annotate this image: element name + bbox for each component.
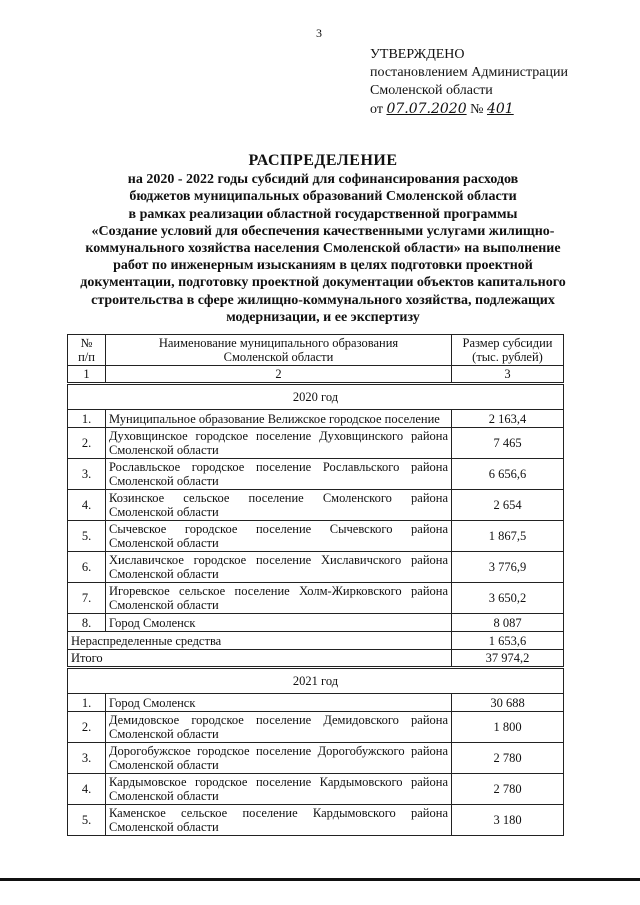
row-number: 4.	[68, 490, 106, 521]
header-num: № п/п	[68, 335, 106, 366]
row-number: 1.	[68, 694, 106, 712]
title-line: на 2020 - 2022 годы субсидий для софинансирования расходов	[127, 172, 519, 188]
row-number: 7.	[68, 583, 106, 614]
unallocated-row	[68, 632, 564, 650]
document-title	[40, 152, 606, 326]
row-number: 5.	[68, 805, 106, 836]
table-row	[68, 583, 564, 614]
municipality-name: Игоревское сельское поселение Холм-Жирковского района Смоленской области	[106, 583, 452, 614]
header-row	[68, 335, 564, 366]
title-line: модернизации, и ее экспертизу	[226, 309, 420, 325]
year-label: 2021 год	[68, 668, 564, 694]
date-prefix: от	[370, 102, 383, 117]
subsidy-value: 6 656,6	[452, 459, 564, 490]
table-row	[68, 459, 564, 490]
approval-date: 07.07.2020	[386, 101, 467, 117]
municipality-name: Духовщинское городское поселение Духовщинского района Смоленской области	[106, 428, 452, 459]
table-row	[68, 552, 564, 583]
year-row-2020	[68, 384, 564, 410]
subsidy-value: 1 800	[452, 712, 564, 743]
title-lines	[40, 171, 606, 326]
unallocated-row-value: 1 653,6	[452, 632, 564, 650]
municipality-name: Сычевское городское поселение Сычевского района Смоленской области	[106, 521, 452, 552]
subsidy-value: 3 776,9	[452, 552, 564, 583]
row-number: 4.	[68, 774, 106, 805]
bottom-rule	[0, 878, 640, 881]
subsidy-value: 30 688	[452, 694, 564, 712]
subsidy-value: 3 180	[452, 805, 564, 836]
municipality-name: Город Смоленск	[106, 694, 452, 712]
total-row	[68, 650, 564, 668]
row-number: 2.	[68, 428, 106, 459]
year-label: 2020 год	[68, 384, 564, 410]
municipality-name: Хиславичское городское поселение Хиславичского района Смоленской области	[106, 552, 452, 583]
subsidy-value: 3 650,2	[452, 583, 564, 614]
table-row	[68, 774, 564, 805]
column-number-row	[68, 366, 564, 384]
table-row	[68, 743, 564, 774]
subsidy-value: 2 654	[452, 490, 564, 521]
table-row	[68, 712, 564, 743]
column-number: 2	[106, 366, 452, 384]
municipality-name: Дорогобужское городское поселение Дорогобужского района Смоленской области	[106, 743, 452, 774]
number-prefix: №	[470, 102, 484, 117]
subsidy-value: 7 465	[452, 428, 564, 459]
title-line: коммунального хозяйства населения Смоленской области» на выполнение	[85, 241, 561, 257]
page-number: 3	[316, 26, 322, 40]
total-row-value: 37 974,2	[452, 650, 564, 668]
approval-date-line	[370, 100, 568, 119]
table-row	[68, 410, 564, 428]
unallocated-row-label: Нераспределенные средства	[68, 632, 452, 650]
approval-line: постановлением Администрации	[370, 65, 568, 80]
municipality-name: Город Смоленск	[106, 614, 452, 632]
table-row	[68, 428, 564, 459]
table-row	[68, 614, 564, 632]
subsidy-value: 2 163,4	[452, 410, 564, 428]
table-row	[68, 521, 564, 552]
row-number: 1.	[68, 410, 106, 428]
subsidy-value: 2 780	[452, 743, 564, 774]
subsidy-table	[67, 334, 564, 836]
column-number: 1	[68, 366, 106, 384]
title-line: работ по инженерным изысканиям в целях подготовки проектной	[113, 258, 533, 274]
approval-number: 401	[486, 101, 514, 117]
approval-line: Смоленской области	[370, 83, 493, 98]
municipality-name: Кардымовское городское поселение Кардымовского района Смоленской области	[106, 774, 452, 805]
table-row	[68, 694, 564, 712]
table-row	[68, 805, 564, 836]
subsidy-value: 2 780	[452, 774, 564, 805]
row-number: 2.	[68, 712, 106, 743]
total-row-label: Итого	[68, 650, 452, 668]
title-line: документации, подготовку проектной документации объектов капитального	[80, 275, 566, 291]
title-line: «Создание условий для обеспечения качественными услугами жилищно-	[91, 223, 555, 239]
row-number: 6.	[68, 552, 106, 583]
approval-title: УТВЕРЖДЕНО	[370, 47, 465, 62]
row-number: 3.	[68, 743, 106, 774]
column-number: 3	[452, 366, 564, 384]
subsidy-value: 8 087	[452, 614, 564, 632]
municipality-name: Козинское сельское поселение Смоленского района Смоленской области	[106, 490, 452, 521]
municipality-name: Каменское сельское поселение Кардымовского района Смоленской области	[106, 805, 452, 836]
header-size: Размер субсидии (тыс. рублей)	[452, 335, 564, 366]
approval-stamp	[370, 46, 568, 119]
header-name: Наименование муниципального образования Смоленской области	[106, 335, 452, 366]
municipality-name: Демидовское городское поселение Демидовского района Смоленской области	[106, 712, 452, 743]
municipality-name: Муниципальное образование Велижское городское поселение	[106, 410, 452, 428]
table-row	[68, 490, 564, 521]
title-line: бюджетов муниципальных образований Смоленской области	[129, 189, 517, 205]
row-number: 3.	[68, 459, 106, 490]
subsidy-value: 1 867,5	[452, 521, 564, 552]
title-line: строительства в сфере жилищно-коммунального хозяйства, подлежащих	[91, 292, 555, 308]
title-heading: РАСПРЕДЕЛЕНИЕ	[248, 152, 398, 169]
year-row-2021	[68, 668, 564, 694]
title-line: в рамках реализации областной государственной программы	[128, 206, 518, 222]
municipality-name: Рославльское городское поселение Рославльского района Смоленской области	[106, 459, 452, 490]
row-number: 8.	[68, 614, 106, 632]
row-number: 5.	[68, 521, 106, 552]
